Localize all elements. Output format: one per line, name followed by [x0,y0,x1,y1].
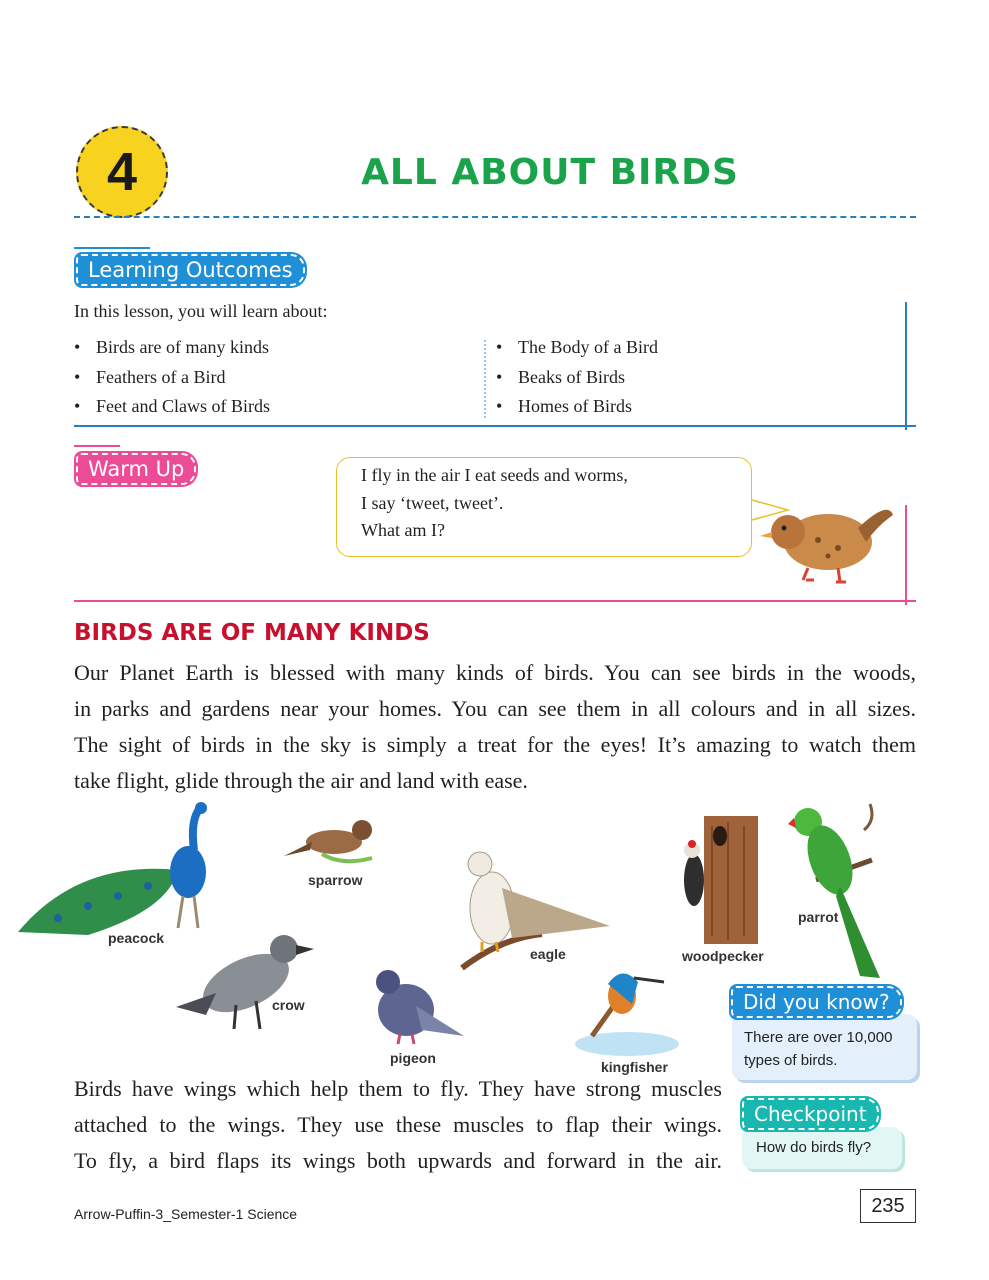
crow-illustration [176,925,316,1035]
paragraph-line: Our Planet Earth is blessed with many kinds of birds. You can see birds in the woods, [74,660,916,685]
tab-decoration-line [74,247,150,249]
list-item: • Beaks of Birds [496,363,658,393]
list-item: • Birds are of many kinds [74,333,270,363]
warm-up-frame-line [74,600,916,602]
parrot-illustration [786,800,886,980]
chapter-number-badge: 4 [76,126,168,218]
riddle-speech-bubble [336,457,752,557]
woodpecker-illustration [678,816,760,944]
warm-up-tab: Warm Up [76,453,196,485]
kingfisher-illustration [572,964,682,1059]
paragraph-line: attached to the wings. They use these muscles to flap their wings. [74,1112,722,1137]
warm-up-frame-line [905,505,907,605]
learning-outcomes-intro: In this lesson, you will learn about: [74,301,328,321]
bird-label-kingfisher: kingfisher [601,1059,668,1075]
learning-outcomes-frame-line [74,425,916,427]
did-you-know-box [732,1014,917,1080]
sparrow-illustration [748,480,898,595]
learning-outcomes-tab: Learning Outcomes [76,254,305,286]
chapter-title: ALL ABOUT BIRDS [361,152,739,193]
bird-label-sparrow: sparrow [308,872,363,888]
paragraph-line: Birds have wings which help them to fly. They have strong muscles [74,1076,722,1101]
page-number: 235 [860,1189,916,1223]
list-item: • Feet and Claws of Birds [74,392,270,422]
checkpoint-tab: Checkpoint [742,1098,879,1130]
tab-decoration-line [74,445,120,447]
list-item: • The Body of a Bird [496,333,658,363]
paragraph-line: The sight of birds in the sky is simply a treat for the eyes! It’s amazing to watch them [74,732,916,757]
learning-outcomes-frame-line [905,302,907,430]
list-item: • Feathers of a Bird [74,363,270,393]
section-paragraph [74,1071,722,1179]
paragraph-line: in parks and gardens near your homes. You can see them in all colours and in all sizes. [74,696,916,721]
checkpoint-question: How do birds fly? [756,1139,872,1156]
bird-label-woodpecker: woodpecker [682,948,764,964]
riddle-line: I fly in the air I eat seeds and worms, [361,465,628,485]
section-heading: BIRDS ARE OF MANY KINDS [74,620,430,646]
bird-label-peacock: peacock [108,930,165,946]
riddle-line: I say ‘tweet, tweet’. [361,492,504,513]
bird-label-parrot: parrot [798,909,839,925]
column-divider [484,340,486,418]
bird-label-crow: crow [272,997,305,1013]
learning-outcomes-left-list [74,333,270,422]
peacock-illustration [18,800,218,940]
section-paragraph [74,655,916,799]
paragraph-line: To fly, a bird flaps its wings both upwards and forward in the air. [74,1148,722,1173]
did-you-know-text: types of birds. [744,1052,838,1069]
sparrow-photo-illustration [282,812,382,867]
bird-label-pigeon: pigeon [390,1050,436,1066]
riddle-line: What am I? [361,520,445,540]
bird-label-eagle: eagle [530,946,566,962]
chapter-divider [74,216,916,218]
pigeon-illustration [366,966,466,1046]
list-item: • Homes of Birds [496,392,658,422]
learning-outcomes-right-list [496,333,658,422]
footer-book-title: Arrow-Puffin-3_Semester-1 Science [74,1206,298,1222]
did-you-know-tab: Did you know? [731,986,902,1018]
checkpoint-box [742,1127,902,1169]
paragraph-line: take flight, glide through the air and land with ease. [74,768,528,793]
did-you-know-text: There are over 10,000 [744,1029,893,1046]
